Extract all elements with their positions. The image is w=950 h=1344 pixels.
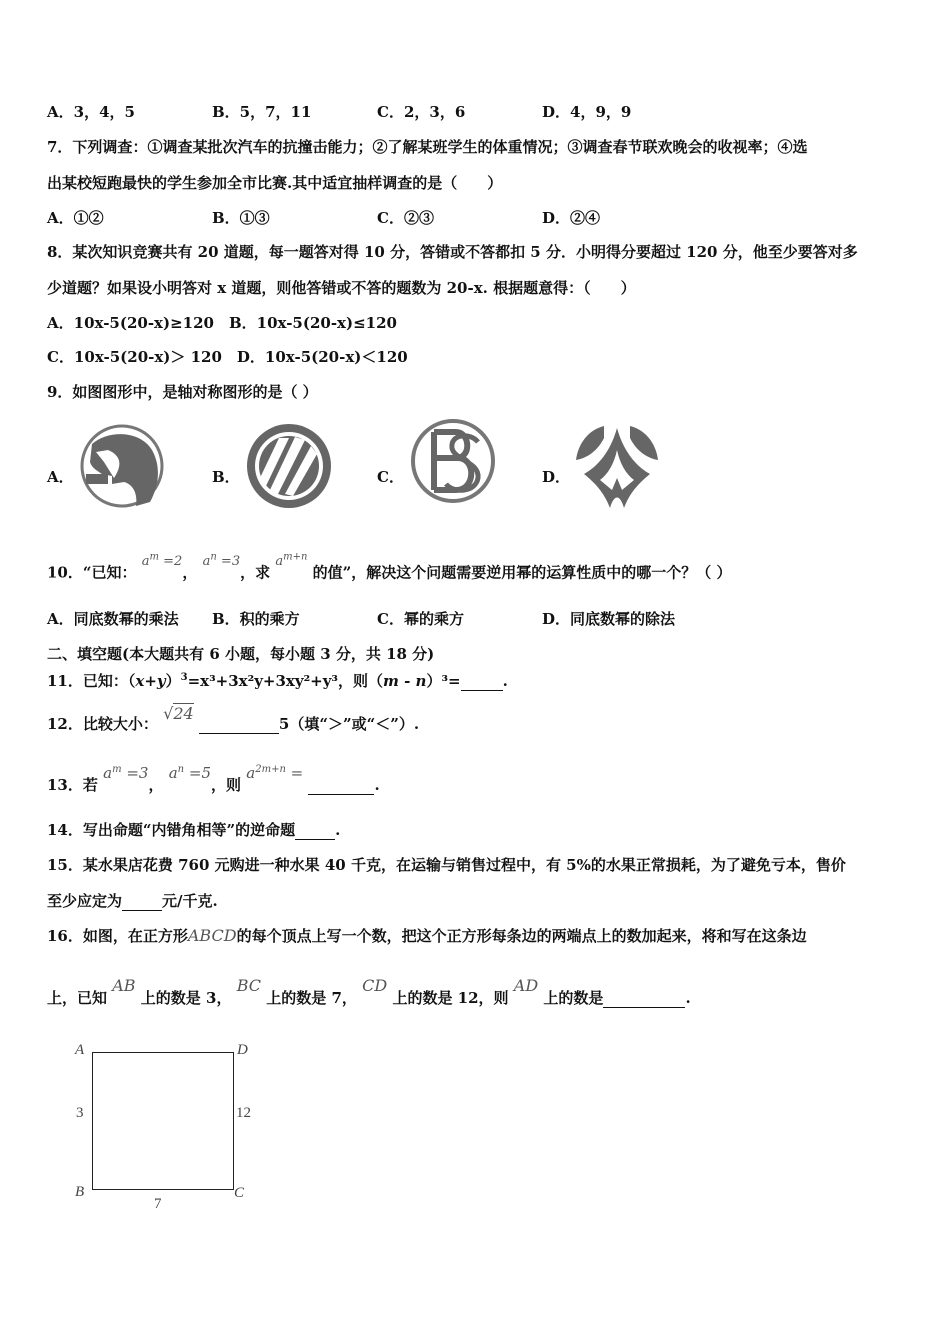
q15-line2: 至少应定为 元/千克. xyxy=(47,892,218,910)
q12-sqrt: √24 xyxy=(163,704,194,723)
edge-cd-value: 12 xyxy=(236,1105,251,1121)
q7-option-d: D．②④ xyxy=(542,209,601,227)
q10-suffix: 的值”，解决这个问题需要逆用幂的运算性质中的哪一个？（ ） xyxy=(312,563,732,582)
section2-heading: 二、填空题(本大题共有 6 小题，每小题 3 分，共 18 分) xyxy=(47,645,435,663)
q10-option-b: B．积的乘方 xyxy=(212,610,300,628)
q12-answer-blank[interactable] xyxy=(199,733,279,734)
q10-math3: $a^{m+n}$ xyxy=(275,552,308,570)
q8-line1: 8．某次知识竞赛共有 20 道题，每一题答对得 10 分，答错或不答都扣 5 分．小明得分要超过 120 分，他至少要答对多 xyxy=(47,243,858,261)
q8-line2: 少道题？如果设小明答对 x 道题，则他答错或不答的题数为 20-x. 根据题意得：（ ） xyxy=(47,279,636,297)
q11-line: 11．已知：$(x+y)^3=x^3+3x^2y+3xy^2+y^3$，则（m - n）³= . xyxy=(47,672,508,690)
q10-option-a: A．同底数幂的乘法 xyxy=(47,610,179,628)
q15-line1: 15．某水果店花费 760 元购进一种水果 40 千克，在运输与销售过程中，有 5%的水果正常损耗，为了避免亏本，售价 xyxy=(47,856,846,874)
q10-prefix: 10．“已知： xyxy=(47,563,137,582)
q9-figure-c xyxy=(410,418,496,504)
q16-answer-blank[interactable] xyxy=(603,1007,685,1008)
edge-bc-value: 7 xyxy=(154,1196,162,1212)
q6-option-a: A．3，4，5 xyxy=(47,103,135,121)
q12-line: 12．比较大小： √24 5（填“＞”或“＜”）. xyxy=(47,704,420,733)
q10-sep2: ，求 xyxy=(240,563,271,582)
q7-line1: 7．下列调查：①调查某批次汽车的抗撞击能力；②了解某班学生的体重情况；③调查春节联欢晚会的收视率；④选 xyxy=(47,138,808,156)
q7-option-a: A．①② xyxy=(47,209,104,227)
q14-answer-blank[interactable] xyxy=(295,839,335,840)
q9-label-b: B． xyxy=(212,468,240,486)
q8-options-ab: A．10x-5(20-x)≥120 B．10x-5(20-x)≤120 xyxy=(47,314,397,332)
q7-option-b: B．①③ xyxy=(212,209,270,227)
q6-option-d: D．4，9，9 xyxy=(542,103,632,121)
q10-option-c: C．幂的乘方 xyxy=(377,610,464,628)
q9-figure-d xyxy=(574,424,660,510)
edge-ab-value: 3 xyxy=(76,1105,84,1121)
q13-line: 13．若 $a^m =3$， $a^n =5$，则 $a^{2m+n}$ = . xyxy=(47,764,380,794)
q9-figure-a xyxy=(78,422,166,510)
q16-line2: 上，已知 AB 上的数是 3， BC 上的数是 7， CD 上的数是 12，则 AD 上的数是 . xyxy=(47,976,691,1007)
q9-figure-b xyxy=(245,422,333,510)
q6-option-c: C．2，3，6 xyxy=(377,103,466,121)
q9-label-c: C． xyxy=(377,468,404,486)
q9-stem: 9．如图图形中，是轴对称图形的是（ ） xyxy=(47,383,318,401)
vertex-b-label: B xyxy=(75,1184,85,1200)
q11-answer-blank[interactable] xyxy=(461,690,503,691)
q14-line: 14．写出命题“内错角相等”的逆命题 . xyxy=(47,821,341,839)
q8-options-cd: C．10x-5(20-x)＞ 120 D．10x-5(20-x)＜120 xyxy=(47,348,408,366)
q9-label-d: D． xyxy=(542,468,571,486)
q10-math2: $a^n =3$ xyxy=(202,552,241,570)
square-figure xyxy=(92,1052,234,1190)
q10-line xyxy=(47,552,732,584)
q10-math1: $a^m =2$ xyxy=(141,552,183,570)
q7-line2: 出某校短跑最快的学生参加全市比赛.其中适宜抽样调查的是（ ） xyxy=(47,174,503,192)
vertex-d-label: D xyxy=(237,1042,248,1058)
q9-label-a: A． xyxy=(47,468,74,486)
q10-sep1: ， xyxy=(182,563,198,582)
q13-answer-blank[interactable] xyxy=(308,794,374,795)
q16-line1: 16．如图，在正方形ABCD的每个顶点上写一个数，把这个正方形每条边的两端点上的数加起来，将和写在这条边 xyxy=(47,926,807,945)
q6-option-b: B．5，7，11 xyxy=(212,103,312,121)
vertex-a-label: A xyxy=(75,1042,85,1058)
q7-option-c: C．②③ xyxy=(377,209,434,227)
q15-answer-blank[interactable] xyxy=(122,910,162,911)
vertex-c-label: C xyxy=(234,1185,245,1201)
q10-option-d: D．同底数幂的除法 xyxy=(542,610,676,628)
